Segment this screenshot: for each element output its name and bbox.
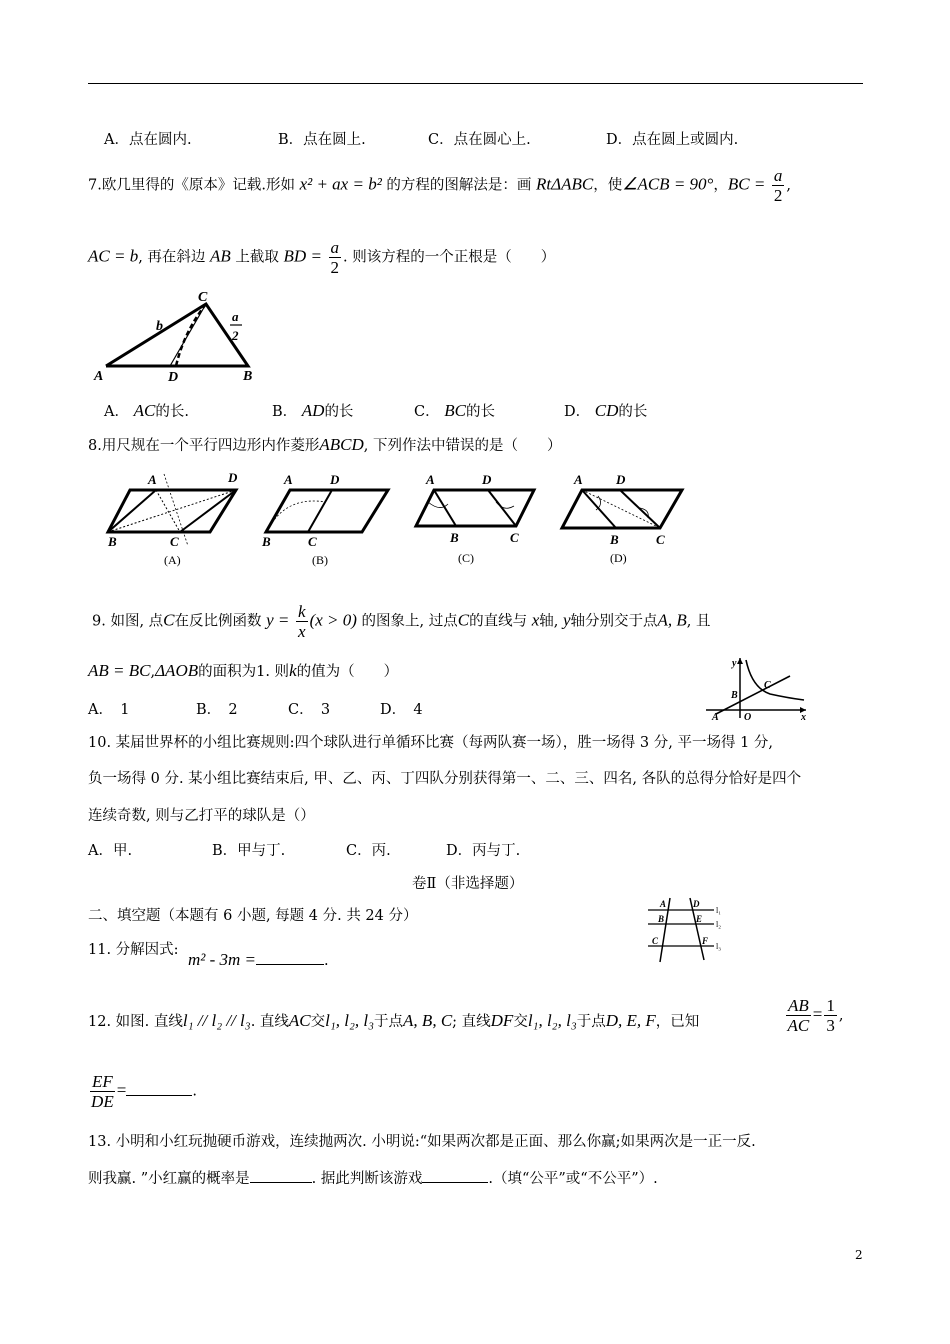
q7-angle: ∠ACB = 90°	[622, 174, 714, 194]
q7-text-c: ，使	[593, 177, 623, 194]
q7-label-b: B	[243, 369, 253, 384]
q10-line2: 负一场得 0 分. 某小组比赛结束后, 甲、乙、丙、丁四队分别获得第一、二、三、四名, 各队的总得分恰好是四个	[88, 771, 802, 787]
q12-frac-ef-de	[90, 1072, 115, 1111]
q12-eq-2: =	[116, 1080, 127, 1100]
q8b-label-c: C	[308, 534, 317, 549]
q12-text-c: 交	[310, 1014, 326, 1030]
q12-fig-l1: l₁	[716, 906, 722, 915]
q9-option-b: B． 2	[196, 702, 238, 718]
q7-triangle: RtΔABC	[536, 174, 594, 194]
q8-text-b: , 下列作法中错误的是（ ）	[363, 438, 562, 454]
q9-text-c: 的图象上, 过点	[361, 613, 458, 630]
q7-bd: BD =	[283, 246, 322, 266]
q9-fig-c: C	[764, 680, 771, 691]
q12-frac2-num: 1	[826, 996, 835, 1015]
q9-option-a: A． 1	[88, 702, 130, 718]
q8-figure-b	[261, 472, 388, 567]
q7-frac-num: a	[773, 166, 783, 185]
q9-text-g: , 且	[686, 613, 711, 630]
q9-y-axis: y	[562, 610, 571, 630]
q12-fig-d: D	[693, 899, 700, 909]
q12-lines: l₁, l₂, l₃	[325, 1011, 375, 1030]
q7-option-d-math: CD	[594, 401, 619, 420]
q13-line1: 13. 小明和小红玩抛硬币游戏，连续抛两次. 小明说:“如果两次都是正面、那么你赢;如果两次是一正一反.	[88, 1134, 756, 1150]
q7-label-d: D	[168, 370, 179, 384]
q9-fraction	[296, 602, 308, 641]
q9-line2	[88, 660, 398, 681]
q9-point-c-2: C	[457, 610, 470, 630]
q9-fig-y: y	[732, 658, 737, 669]
q9-figure	[700, 652, 812, 720]
q9-option-c: C． 3	[288, 702, 331, 718]
q7-ab: AB	[210, 246, 231, 266]
q9-text-e: 轴,	[539, 613, 559, 630]
q9-line1	[92, 602, 711, 641]
q12-fig-l2: l₂	[716, 920, 722, 929]
q12-frac1-num: AB	[788, 996, 809, 1015]
q8-figure-d	[562, 472, 682, 565]
q12-text-d: 于点	[374, 1014, 404, 1030]
q8c-label-a: A	[426, 472, 435, 487]
q7-option-b-math: AD	[301, 401, 325, 420]
q7-option-d-suffix: 的长	[618, 404, 648, 420]
q7-line1	[88, 166, 791, 205]
q9-fig-o: O	[744, 712, 752, 720]
q9-text-h: ,	[150, 664, 156, 680]
q7-option-a	[104, 400, 189, 421]
q8d-diagonal	[582, 490, 660, 528]
q12-line2	[88, 1072, 197, 1111]
q12-abc: A, B, C	[403, 1011, 453, 1030]
q9-text-j: 的值为（ ）	[296, 664, 399, 680]
q7-text-e: 上截取	[235, 249, 279, 266]
q11-expression	[188, 950, 329, 970]
q7-line2	[88, 238, 555, 277]
q12-given	[784, 996, 843, 1035]
q8-figure-a	[107, 470, 238, 567]
q9-fig-x: x	[801, 712, 806, 720]
q8a-label-d: D	[228, 470, 238, 485]
q8-text-a: 8.用尺规在一个平行四边形内作菱形	[88, 438, 320, 454]
q12-comma: ,	[838, 1007, 844, 1024]
q6-option-d: D．点在圆上或圆内.	[606, 132, 739, 148]
q8a-caption: (A)	[164, 553, 181, 567]
q8d-parallelogram	[562, 490, 682, 528]
q11-answer-blank[interactable]	[256, 964, 324, 965]
q8d-caption: (D)	[610, 551, 627, 565]
q12-frac3-den: DE	[91, 1092, 114, 1111]
q10-line1: 10. 某届世界杯的小组比赛规则:四个球队进行单循环比赛（每两队赛一场），胜一场得 3 分, 平一场得 1 分,	[88, 735, 774, 751]
q12-fig-b: B	[658, 914, 665, 924]
q8d-segment-dc	[620, 490, 660, 528]
q8c-segment-dc	[488, 490, 516, 526]
q13-blank-probability[interactable]	[250, 1182, 312, 1183]
q7-frac2-num: a	[330, 238, 340, 257]
q9-k: k	[289, 661, 297, 680]
q9-text-b: 在反比例函数	[174, 613, 262, 630]
q12-def: D, E, F	[605, 1011, 656, 1030]
q12-frac3-num: EF	[92, 1072, 113, 1091]
q13-text-a: 则我赢. ”小红赢的概率是	[88, 1171, 250, 1187]
q9-text-d: 的直线与	[469, 613, 528, 630]
q8c-label-b: B	[450, 530, 459, 545]
q7-label-side-b: b	[156, 319, 163, 334]
q7-option-c-suffix: 的长	[465, 404, 495, 420]
header-rule	[88, 83, 863, 84]
q8c-label-d: D	[482, 472, 492, 487]
q11-expr: m² - 3m =	[188, 950, 257, 969]
q8a-label-a: A	[148, 472, 157, 487]
q8d-segment-ab	[582, 490, 616, 528]
q7-option-a-suffix: 的长.	[155, 404, 189, 420]
q10-option-c: C．丙.	[346, 843, 391, 859]
q7-option-a-math: AC	[133, 401, 156, 420]
q12-fig-l3: l₃	[716, 942, 722, 951]
q7-frac2-den: 2	[330, 258, 340, 277]
q8a-side-ab	[108, 490, 156, 532]
q12-text-b: . 直线	[250, 1014, 289, 1030]
q12-text-e: ; 直线	[452, 1014, 491, 1030]
q8d-label-d: D	[616, 472, 626, 487]
q7-comma: ，	[713, 177, 728, 194]
q12-text-g: 于点	[576, 1014, 606, 1030]
q8-figures	[100, 466, 700, 570]
q7-text-b: 的方程的图解法是：画	[386, 177, 532, 194]
q7-text-d: , 再在斜边	[138, 249, 206, 266]
q12-answer-blank[interactable]	[126, 1095, 192, 1096]
q13-blank-fairness[interactable]	[422, 1182, 488, 1183]
q10-option-b: B．甲与丁.	[212, 843, 286, 859]
q8b-label-b: B	[262, 534, 271, 549]
q7-number: 7.	[88, 177, 102, 194]
q8d-label-a: A	[574, 472, 583, 487]
q7-option-d	[564, 400, 647, 421]
q7-equation: x² + ax = b²	[299, 174, 382, 194]
q8-question	[88, 434, 561, 455]
q8c-parallelogram	[416, 490, 534, 526]
q12-text-f: 交	[513, 1014, 528, 1030]
q13-line2	[88, 1167, 658, 1188]
q7-fraction-2	[329, 238, 342, 277]
q7-segment-cd	[170, 304, 206, 366]
q9-frac-num: k	[298, 602, 306, 621]
q7-option-c-letter: C．	[414, 404, 440, 420]
q12-text-h: ，已知	[655, 1014, 700, 1030]
q9-points-ab: A, B	[657, 610, 687, 630]
q9-y-arrow	[737, 658, 743, 664]
page-number: 2	[855, 1248, 863, 1262]
q12-frac-one-third	[824, 996, 837, 1035]
q6-option-b: B．点在圆上.	[278, 132, 366, 148]
q7-figure	[90, 288, 270, 384]
q8c-label-c: C	[510, 530, 519, 545]
q12-text-a: 12. 如图. 直线	[88, 1014, 183, 1030]
q7-label-c: C	[198, 290, 208, 305]
q12-parallel: l₁ // l₂ // l₃	[182, 1011, 251, 1030]
q8b-caption: (B)	[312, 553, 328, 567]
q7-label-a: A	[94, 369, 104, 384]
section-heading: 二、填空题（本题有 6 小题, 每题 4 分. 共 24 分）	[88, 908, 418, 924]
q7-option-b-letter: B．	[272, 404, 298, 420]
q9-fig-b: B	[731, 690, 738, 701]
q9-aob: ΔAOB	[155, 661, 199, 680]
q8c-segment-ab	[434, 490, 456, 526]
q12-fig-c: C	[652, 936, 659, 946]
q8b-segment	[308, 490, 332, 532]
q12-end: .	[192, 1083, 197, 1100]
q9-line	[716, 676, 790, 714]
q7-option-d-letter: D．	[564, 404, 591, 420]
q9-x-axis: x	[531, 610, 540, 630]
q8a-side-dc	[180, 490, 236, 532]
q7-option-c	[414, 400, 495, 421]
q12-frac-ab-ac	[786, 996, 811, 1035]
section-title: 卷Ⅱ（非选择题）	[412, 876, 524, 892]
q7-triangle-shape	[106, 304, 248, 366]
q13-text-b: . 据此判断该游戏	[311, 1171, 423, 1187]
q12-frac2-den: 3	[826, 1016, 835, 1035]
q9-ab-bc: AB = BC	[88, 661, 151, 680]
q7-option-a-letter: A．	[104, 404, 129, 420]
q8d-label-c: C	[656, 532, 665, 547]
q8d-label-b: B	[610, 532, 619, 547]
q9-y-eq: y =	[266, 610, 290, 630]
q7-label-two: 2	[232, 328, 239, 343]
q10-option-a: A．甲.	[88, 843, 133, 859]
q12-fig-a: A	[660, 899, 667, 909]
q13-text-c: .（填“公平”或“不公平”）.	[488, 1171, 658, 1187]
q8b-label-a: A	[284, 472, 293, 487]
q12-ac: AC	[288, 1011, 311, 1030]
q7-tail-comma: ,	[786, 177, 792, 194]
q7-label-side-a: a	[232, 309, 239, 324]
q8c-caption: (C)	[458, 551, 474, 565]
q12-df: DF	[490, 1011, 514, 1030]
q12-eq: =	[812, 1004, 823, 1024]
q12-figure	[644, 896, 728, 964]
q7-option-b-suffix: 的长	[324, 404, 354, 420]
q8b-label-d: D	[330, 472, 340, 487]
q12-frac1-den: AC	[787, 1016, 810, 1035]
q12-line1	[88, 1010, 699, 1031]
q7-text-a: 欧几里得的《原本》记载.形如	[101, 177, 295, 194]
q9-condition: (x > 0)	[309, 610, 357, 630]
q9-text-a: 9. 如图, 点	[92, 613, 164, 630]
q7-option-c-math: BC	[444, 401, 466, 420]
q10-line3: 连续奇数, 则与乙打平的球队是（）	[88, 808, 315, 824]
q8a-diagonal-1	[156, 490, 180, 532]
q9-fig-a: A	[712, 712, 719, 720]
q7-frac-den: 2	[773, 186, 783, 205]
q8-rhombus: ABCD	[319, 435, 364, 454]
q7-ac: AC = b	[88, 246, 139, 266]
q12-fig-e: E	[696, 914, 703, 924]
q9-option-d: D． 4	[380, 702, 423, 718]
q8a-label-b: B	[108, 534, 117, 549]
q7-fraction	[772, 166, 785, 205]
q6-option-c: C．点在圆心上.	[428, 132, 531, 148]
q12-fig-f: F	[702, 936, 709, 946]
q9-text-i: 的面积为1. 则	[198, 664, 290, 680]
q7-option-b	[272, 400, 353, 421]
q8a-label-c: C	[170, 534, 179, 549]
q9-text-f: 轴分别交于点	[570, 613, 658, 630]
q12-lines-2: l₁, l₂, l₃	[527, 1011, 577, 1030]
q8c-arc-1	[428, 502, 448, 508]
q7-text-f: . 则该方程的一个正根是（ ）	[343, 249, 556, 266]
q6-option-a: A．点在圆内.	[104, 132, 192, 148]
q11-text: 11. 分解因式:	[88, 942, 179, 958]
q11-end: .	[324, 953, 329, 969]
q8b-parallelogram	[266, 490, 388, 532]
q8-figure-c	[416, 472, 534, 565]
q9-point-c: C	[163, 610, 175, 630]
q7-bc: BC =	[727, 174, 766, 194]
q10-option-d: D．丙与丁.	[446, 843, 521, 859]
q9-frac-den: x	[298, 622, 306, 641]
